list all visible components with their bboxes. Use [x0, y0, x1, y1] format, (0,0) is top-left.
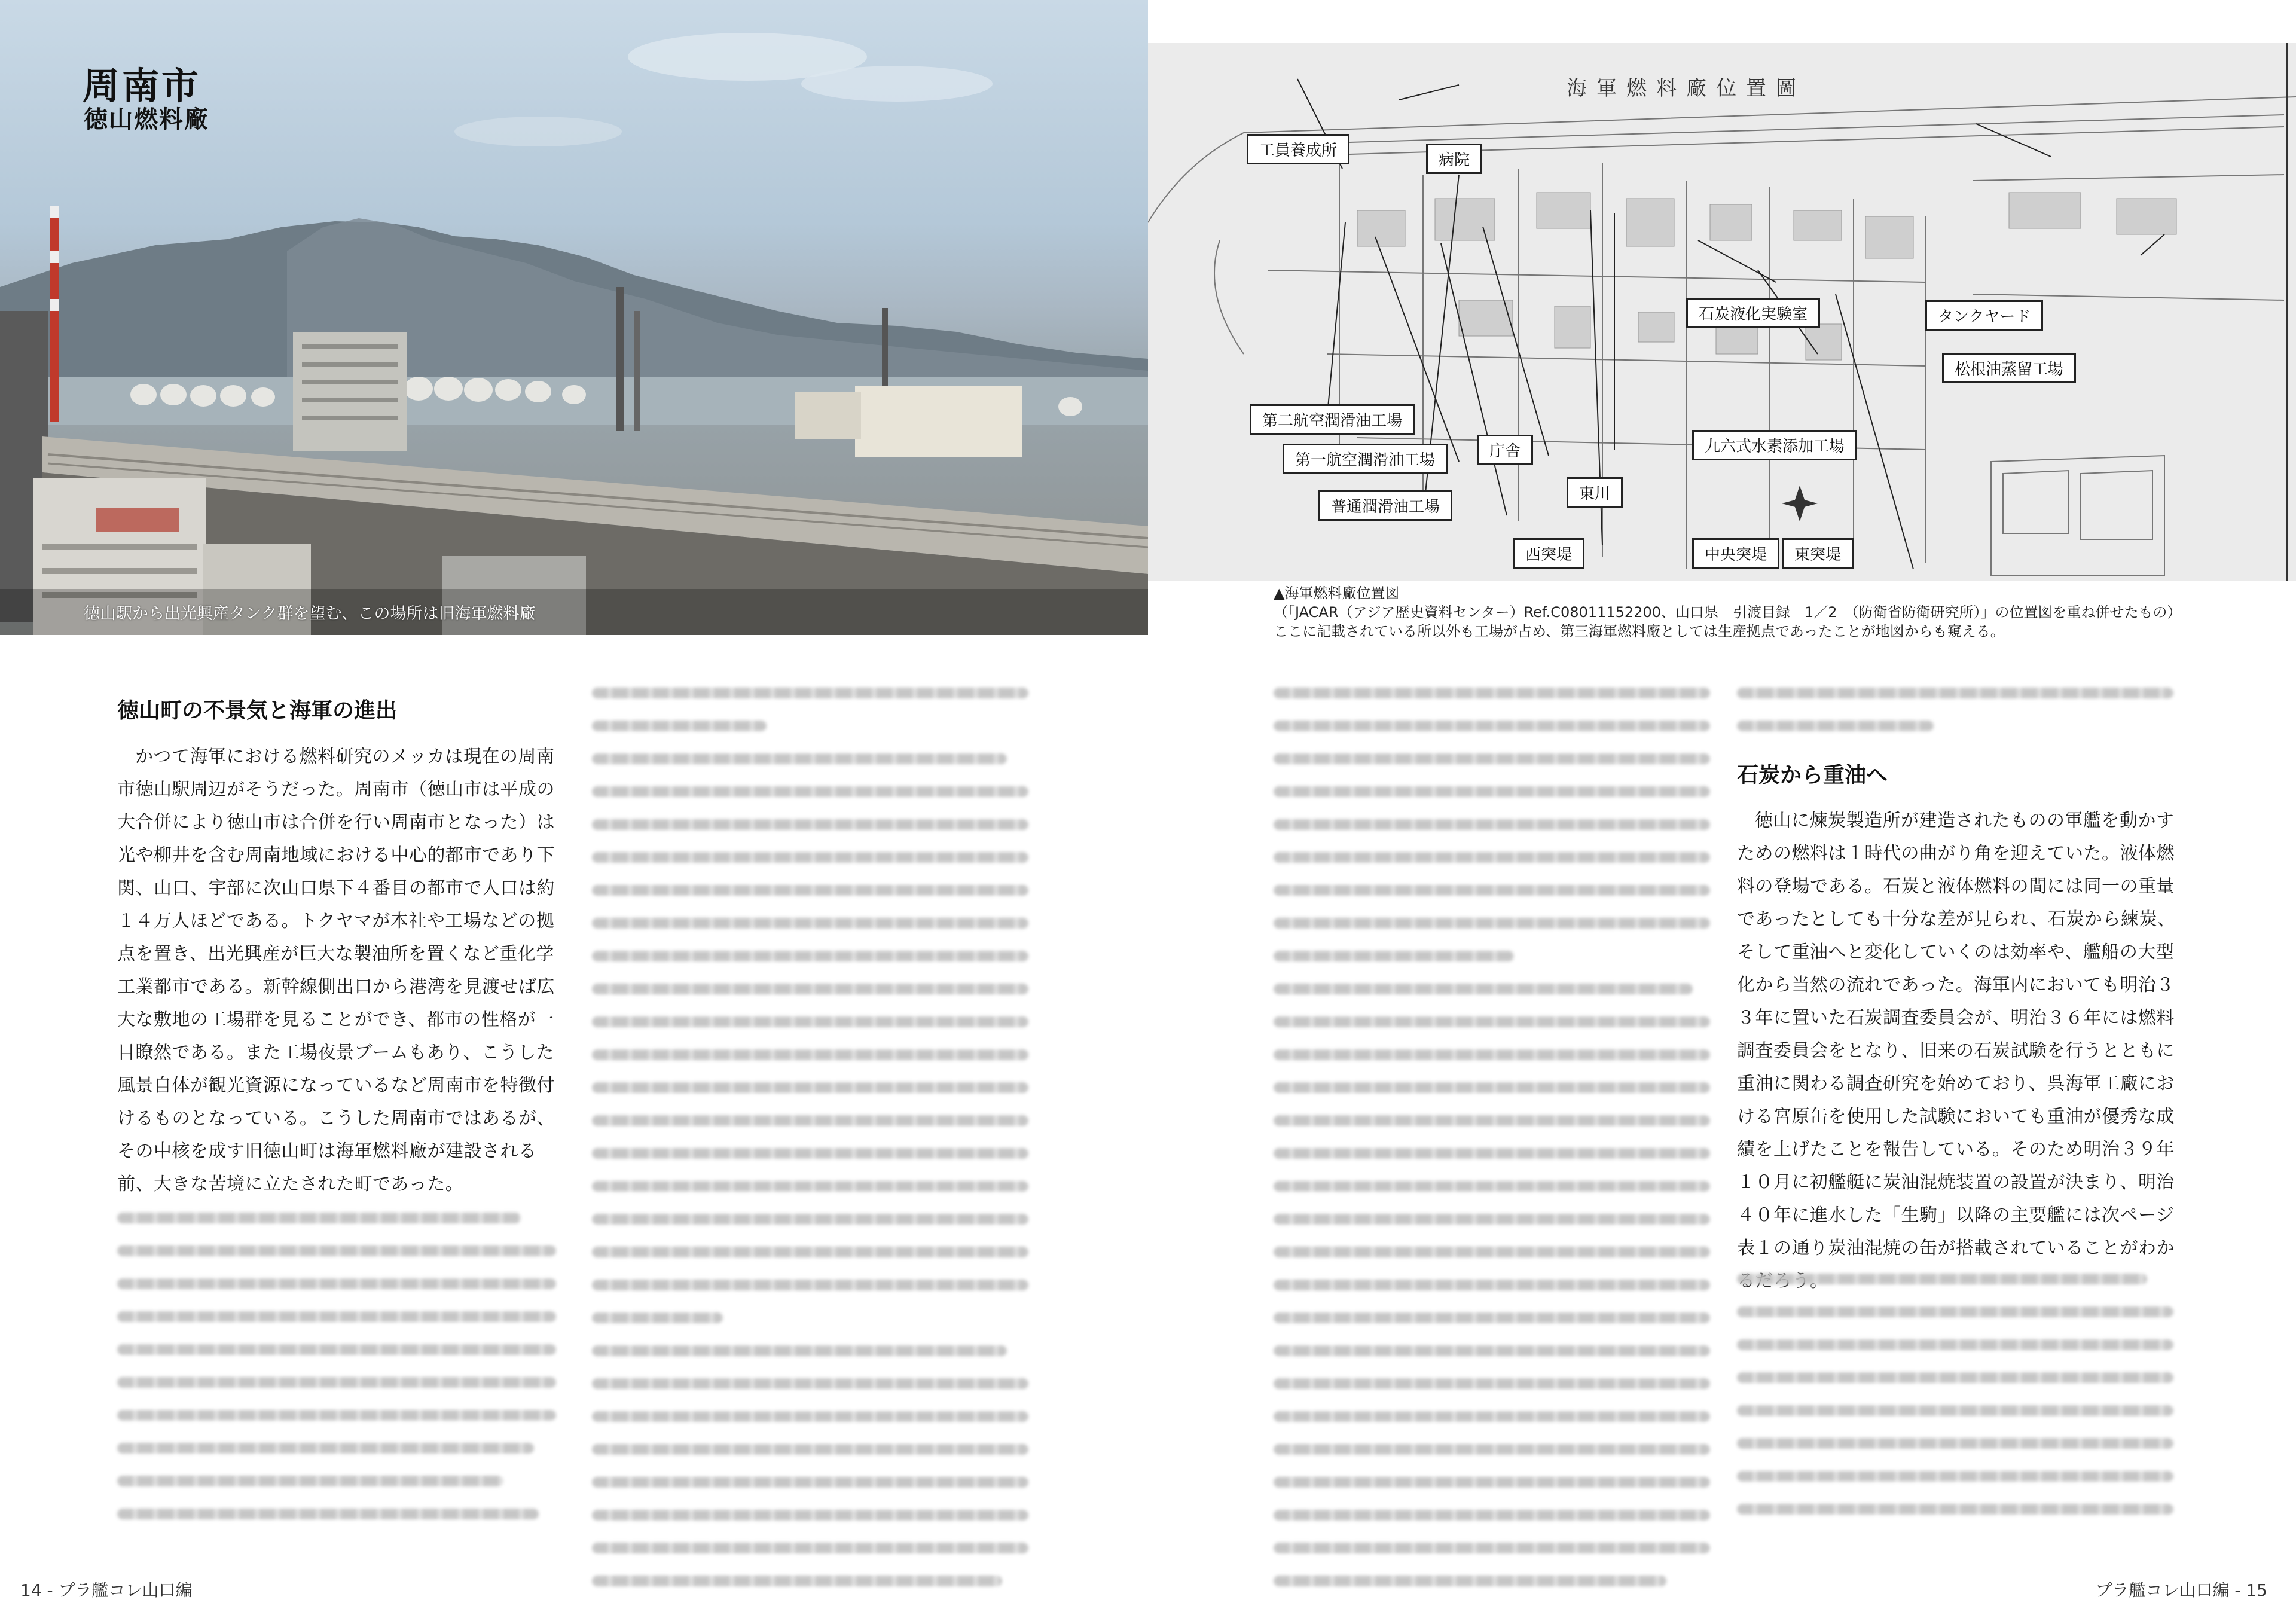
map-label-central-pier: 中央突堤 — [1692, 538, 1779, 569]
map-label-second-aviation-lubricant: 第二航空潤滑油工場 — [1250, 404, 1415, 435]
section2-paragraph: 徳山に煉炭製造所が建造されたものの軍艦を動かすための燃料は１時代の曲がり角を迎えていた。液体燃料の登場である。石炭と液体燃料の間には同一の重量であったとしても十分な差が見られ、石炭から練炭、そして重油へと変化していくのは効率や、艦船の大型化から当然の流れであった。海軍内においても明治３３年に置いた石炭調査委員会が、明治３６年には燃料調査委員会をとなり、旧来の石炭試験を行うとともに重油に関わる調査研究を始めており、呉海軍工廠における宮原缶を使用した試験においても重油が優秀な成績を上げたことを報告している。そのため明治３９年１０月に初艦艇に炭油混焼装置の設置が決まり、明治４０年に進水した「生駒」以降の主要艦には次ページ表１の通り炭油混焼の缶が搭載されていることがわか — [1737, 810, 2176, 1259]
blurred-text-left-col2 — [592, 688, 1028, 1608]
map-label-worker-training: 工員養成所 — [1247, 134, 1349, 164]
section1-paragraph: かつて海軍における燃料研究のメッカは現在の周南市徳山駅周辺がそうだった。周南市（徳山市は平成の大合併により徳山市は合併を行い周南市となった）は光や柳井を含む周南地域における中心的都市であり下関、山口、宇部に次山口県下４番目の都市で人口は約１４万人ほどである。トクヤマが本社や工場などの拠点を置き、出光興産が巨大な製油所を置くなど重化学工業都市である。新幹線側出口から港湾を見渡せば広大な敷地の工場群を見ることができ、都市の性格が一目瞭然である。また工場夜景ブームもあり、こうした風景自体が観光資源になっているなど周南市を特徴付けるものとなっている。こうした周南市ではあるが、その中核を成す旧徳山町は海軍燃料廠が建設される前、大きな苦境に立たされた町であった。 — [117, 746, 555, 1195]
map-label-higashikawa: 東川 — [1567, 477, 1623, 508]
map-label-hospital: 病院 — [1426, 144, 1482, 174]
map-label-first-aviation-lubricant: 第一航空潤滑油工場 — [1283, 444, 1448, 474]
map-caption-source: （「JACAR（アジア歴史資料センター）Ref.C08011152200、山口県 引渡目録 1／2 （防衛省防衛研究所）」の位置図を重ね併せたもの） — [1274, 604, 2182, 621]
section2-body — [1737, 804, 2176, 1298]
map-label-pine-oil-distillery: 松根油蒸留工場 — [1942, 353, 2076, 383]
map-label-tank-yard: タンクヤード — [1925, 300, 2043, 331]
section1-body — [117, 740, 556, 1201]
photo-caption: 徳山駅から出光興産タンク群を望む、この場所は旧海軍燃料廠 — [84, 605, 536, 623]
blurred-text-right-col1 — [1274, 688, 1710, 1608]
blurred-text-left-col1 — [117, 1213, 556, 1541]
map-label-type96-hydrogenation: 九六式水素添加工場 — [1692, 430, 1857, 460]
section1-heading: 徳山町の不景気と海軍の進出 — [117, 698, 398, 723]
historic-site-map — [1148, 43, 2296, 581]
city-title: 周南市 — [83, 64, 201, 108]
cover-photo — [0, 0, 1148, 635]
footer-left-page-number: 14 - プラ艦コレ山口編 — [20, 1580, 193, 1600]
map-caption — [1274, 584, 2182, 641]
map-label-ordinary-lubricant: 普通潤滑油工場 — [1318, 490, 1452, 521]
map-label-east-pier: 東突堤 — [1782, 538, 1854, 569]
map-caption-note: ここに記載されている所以外も工場が占め、第三海軍燃料廠としては生産拠点であったことが地図からも窺える。 — [1274, 623, 2005, 640]
blurred-text-right-col2-top — [1737, 688, 2173, 753]
map-label-government-office: 庁舎 — [1477, 435, 1533, 465]
map-title: 海軍燃料廠位置圖 — [1567, 77, 1806, 100]
section2-heading: 石炭から重油へ — [1737, 763, 1888, 787]
footer-right-page-number: プラ艦コレ山口編 - 15 — [2095, 1580, 2267, 1600]
map-label-west-pier: 西突堤 — [1513, 538, 1584, 569]
map-label-coal-liquefaction-lab: 石炭液化実験室 — [1686, 298, 1820, 328]
facility-subtitle: 徳山燃料廠 — [84, 105, 209, 133]
blurred-text-right-col2-bottom — [1737, 1274, 2173, 1537]
map-caption-title: ▲海軍燃料廠位置図 — [1274, 585, 1400, 602]
